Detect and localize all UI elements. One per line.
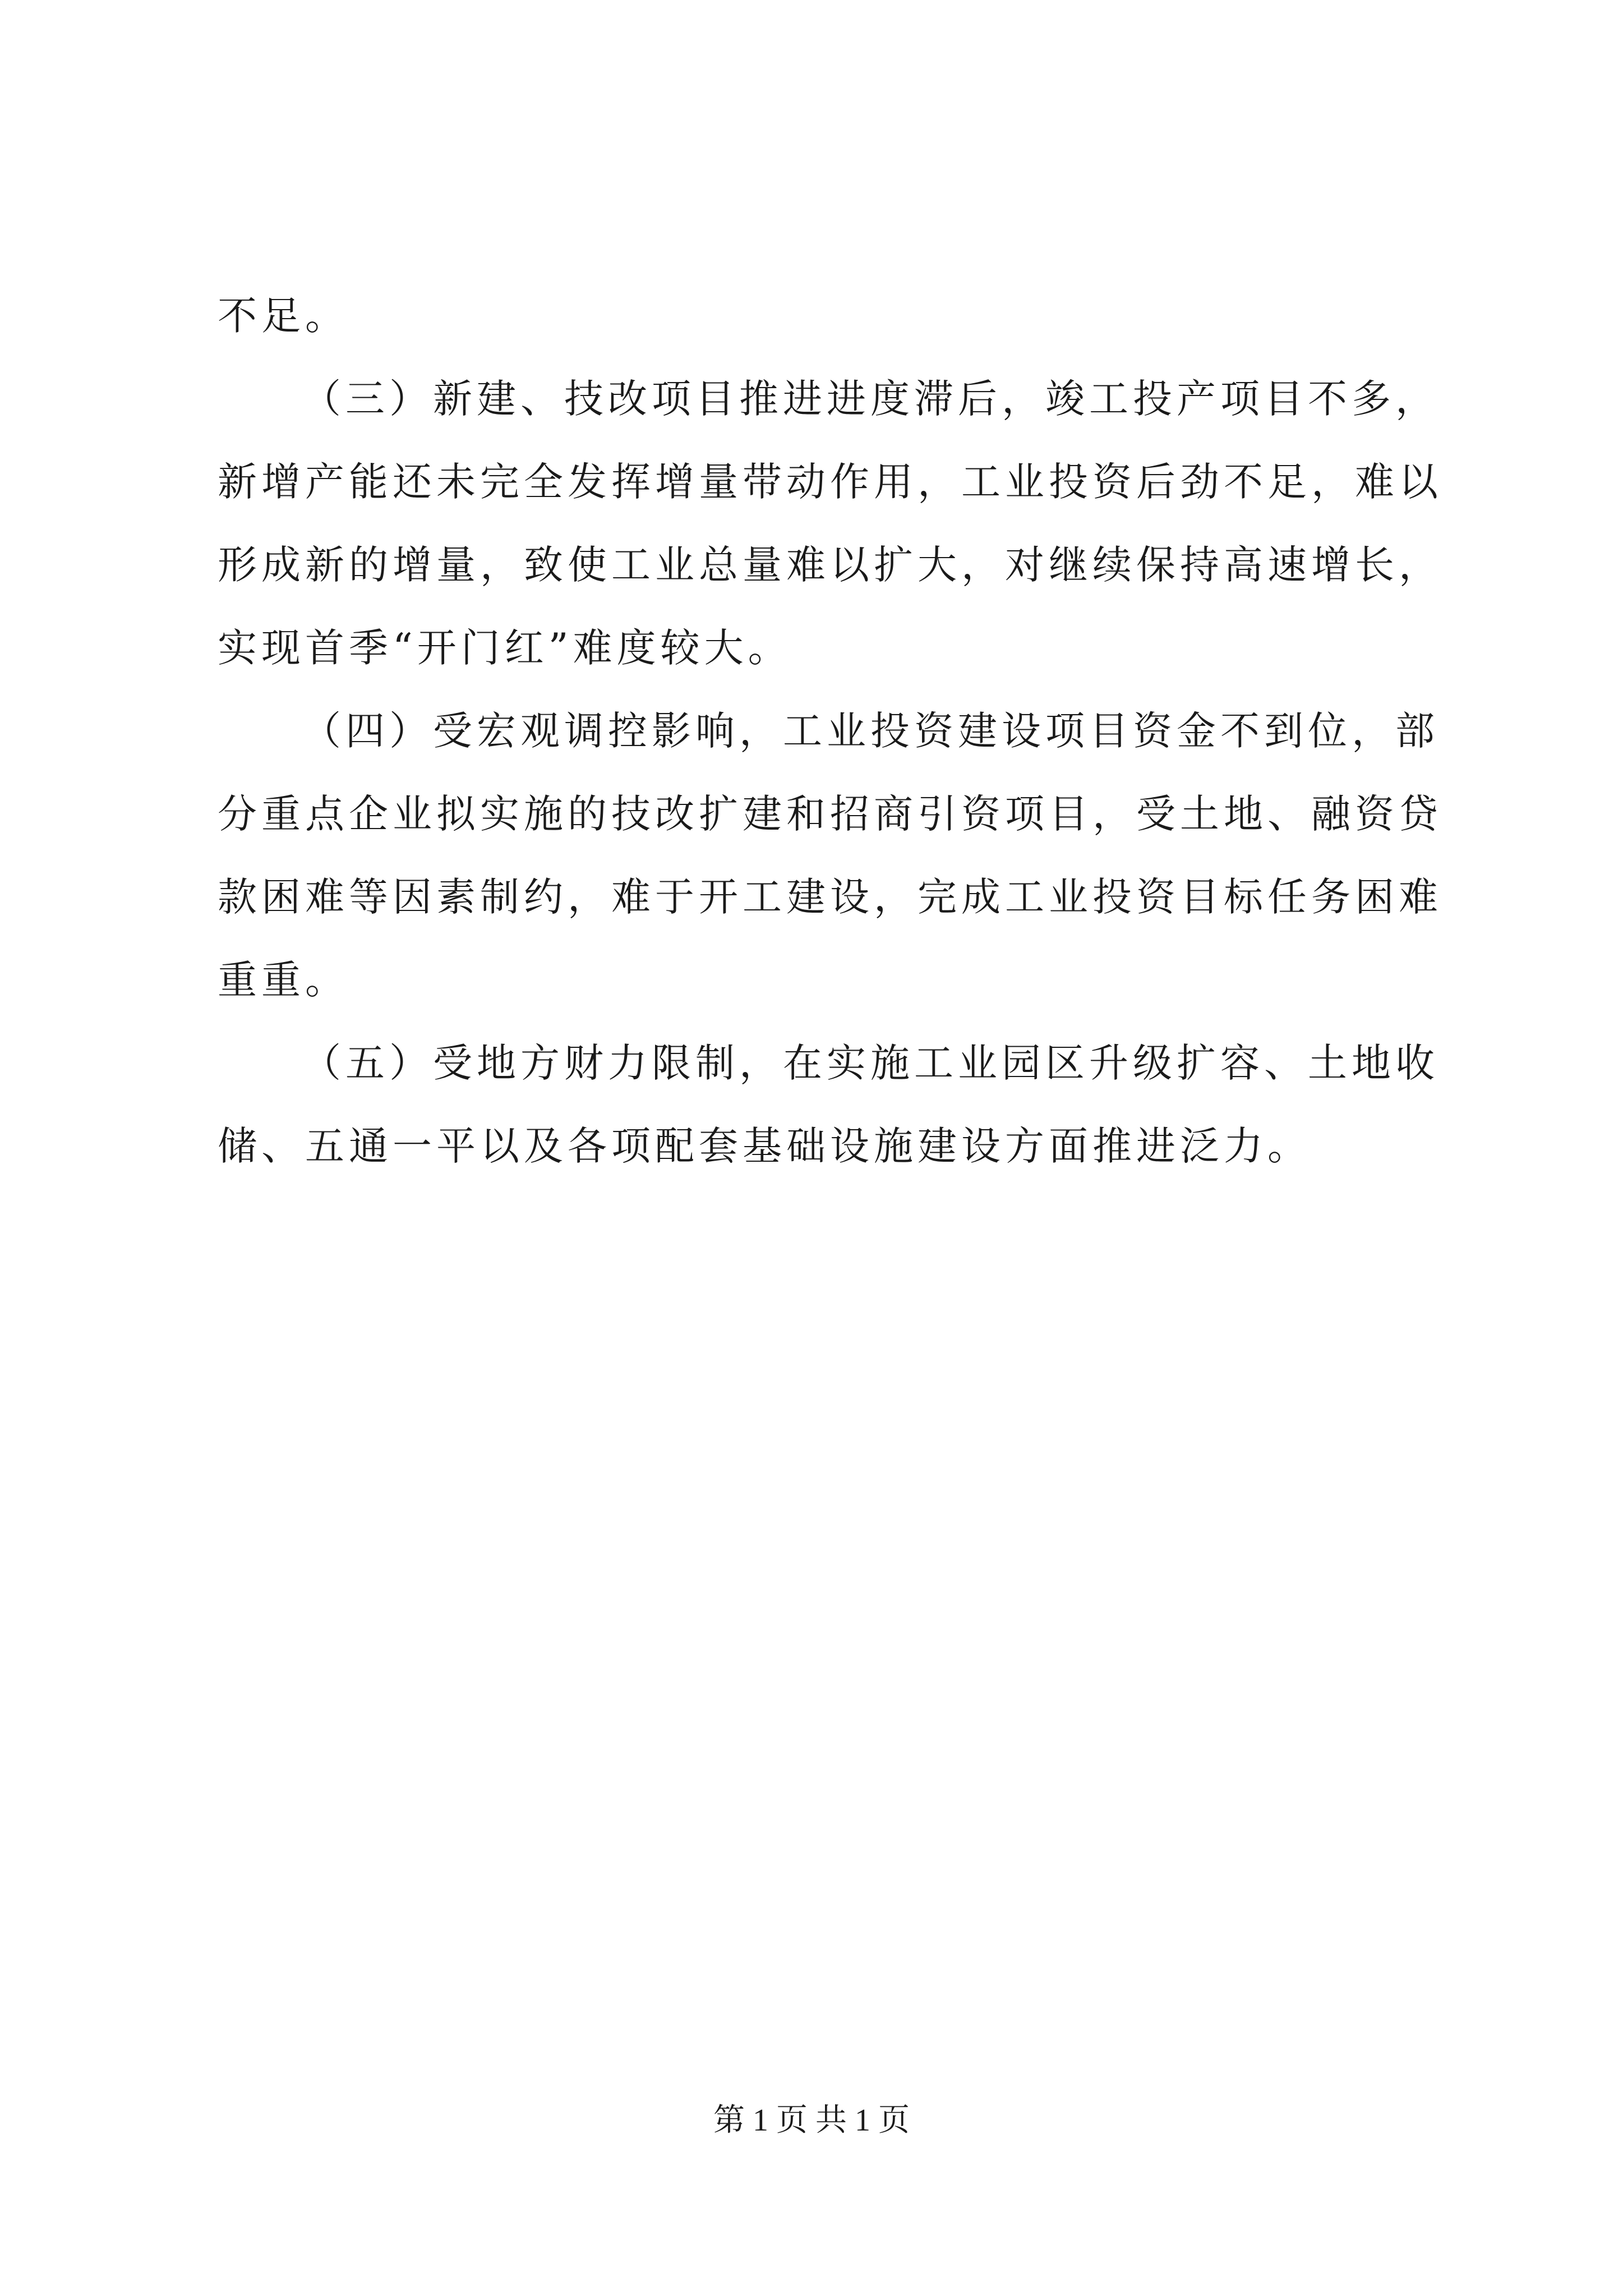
text-line: （四）受宏观调控影响，工业投资建设项目资金不到位，部 <box>302 708 1439 754</box>
text-line: 实现首季“开门红”难度较大。 <box>218 625 792 671</box>
text-line: 款困难等因素制约，难于开工建设，完成工业投资目标任务困难 <box>218 874 1442 920</box>
page-footer: 第 1 页 共 1 页 <box>713 2103 910 2138</box>
text-line: 重重。 <box>218 957 349 1003</box>
text-line: 储、五通一平以及各项配套基础设施建设方面推进泛力。 <box>218 1123 1311 1169</box>
text-line: 形成新的增量，致使工业总量难以扩大，对继续保持高速增长， <box>218 542 1442 588</box>
text-line: 新增产能还未完全发挥增量带动作用，工业投资后劲不足，难以 <box>218 459 1442 505</box>
text-line: 不足。 <box>218 293 349 339</box>
text-line: 分重点企业拟实施的技改扩建和招商引资项目，受土地、融资贷 <box>218 791 1442 837</box>
text-line: （五）受地方财力限制，在实施工业园区升级扩容、土地收 <box>302 1040 1439 1086</box>
text-line: （三）新建、技改项目推进进度滞后，竣工投产项目不多， <box>302 376 1439 422</box>
